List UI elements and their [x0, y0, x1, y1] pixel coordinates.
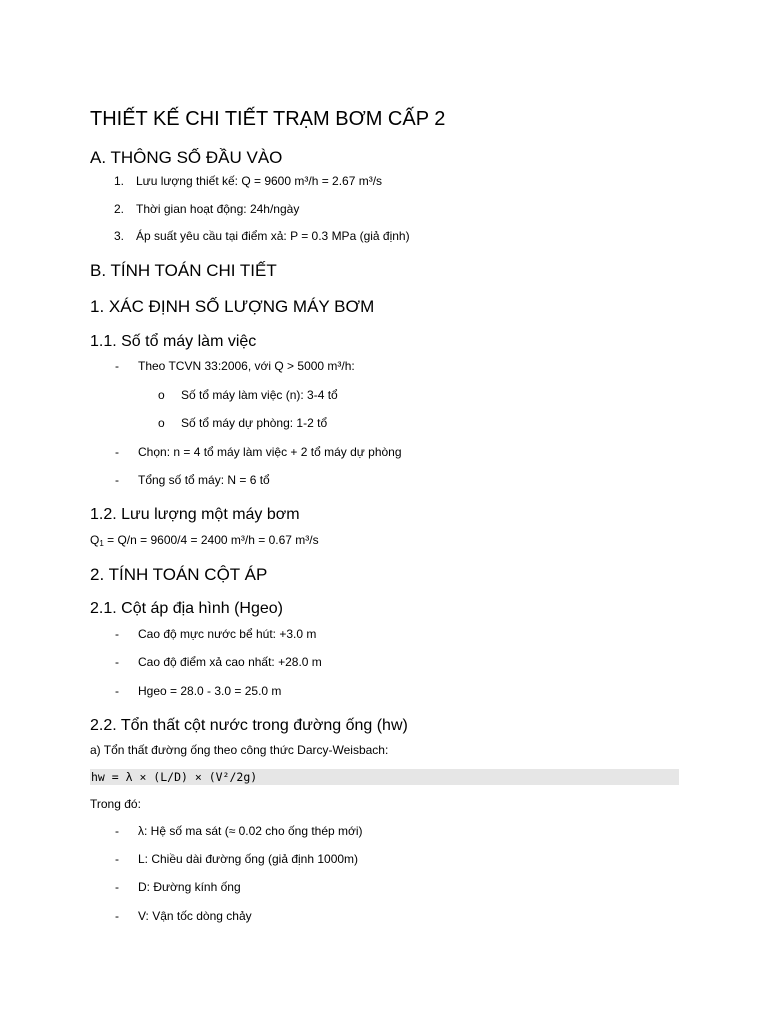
dash-bullet: -	[115, 655, 119, 669]
list-number: 1.	[114, 174, 125, 188]
subsection-1-2-heading: 1.2. Lưu lượng một máy bơm	[90, 506, 300, 523]
list-text: λ: Hệ số ma sát (≈ 0.02 cho ống thép mới)	[138, 824, 363, 838]
circle-bullet: o	[158, 388, 165, 402]
subsection-2-2-heading: 2.2. Tổn thất cột nước trong đường ống (hw)	[90, 717, 408, 734]
list-text: D: Đường kính ống	[138, 880, 241, 894]
section-a-heading: A. THÔNG SỐ ĐẦU VÀO	[90, 148, 283, 167]
code-block: hw = λ × (L/D) × (V²/2g)	[90, 769, 679, 785]
part1-heading: 1. XÁC ĐỊNH SỐ LƯỢNG MÁY BƠM	[90, 297, 375, 316]
list-text: Chọn: n = 4 tổ máy làm việc + 2 tổ máy dự phòng	[138, 445, 402, 459]
list-text: Thời gian hoạt động: 24h/ngày	[136, 202, 300, 216]
list-text: Tổng số tổ máy: N = 6 tổ	[138, 473, 270, 487]
list-item	[115, 359, 355, 373]
section-b-heading: B. TÍNH TOÁN CHI TIẾT	[90, 261, 277, 280]
list-item	[115, 909, 252, 923]
flow-formula	[90, 533, 319, 548]
document-title: THIẾT KẾ CHI TIẾT TRẠM BƠM CẤP 2	[90, 108, 446, 130]
dash-bullet: -	[115, 909, 119, 923]
part2-heading: 2. TÍNH TOÁN CỘT ÁP	[90, 565, 268, 584]
list-text: Cao độ điểm xả cao nhất: +28.0 m	[138, 655, 322, 669]
list-text: Lưu lượng thiết kế: Q = 9600 m³/h = 2.67 m³/s	[136, 174, 383, 188]
q-subscript: 1	[99, 539, 104, 548]
list-text: Cao độ mực nước bể hút: +3.0 m	[138, 627, 317, 641]
formula-intro: a) Tổn thất đường ống theo công thức Darcy-Weisbach:	[90, 743, 389, 757]
circle-bullet: o	[158, 416, 165, 430]
formula-text: = Q/n = 9600/4 = 2400 m³/h = 0.67 m³/s	[103, 533, 319, 547]
where-label: Trong đó:	[90, 797, 141, 811]
list-item	[115, 824, 363, 838]
subsection-1-1-heading: 1.1. Số tổ máy làm việc	[90, 333, 257, 350]
dash-bullet: -	[115, 684, 119, 698]
list-number: 3.	[114, 229, 125, 243]
list-item	[115, 445, 402, 459]
list-item	[114, 174, 382, 188]
list-text: V: Vận tốc dòng chảy	[138, 909, 252, 923]
dash-bullet: -	[115, 359, 119, 373]
list-text: Hgeo = 28.0 - 3.0 = 25.0 m	[138, 684, 282, 698]
list-item	[114, 202, 299, 216]
list-item	[115, 627, 316, 641]
list-item	[114, 229, 410, 243]
list-item	[115, 655, 322, 669]
list-item	[115, 880, 241, 894]
list-text: Áp suất yêu cầu tại điểm xả: P = 0.3 MPa (giả định)	[136, 229, 410, 243]
list-text: Số tổ máy làm việc (n): 3-4 tổ	[181, 388, 338, 402]
q-symbol: Q	[90, 533, 100, 547]
list-item	[158, 388, 338, 402]
list-text: Theo TCVN 33:2006, với Q > 5000 m³/h:	[138, 359, 355, 373]
dash-bullet: -	[115, 880, 119, 894]
list-text: L: Chiều dài đường ống (giả định 1000m)	[138, 852, 359, 866]
list-text: Số tổ máy dự phòng: 1-2 tổ	[181, 416, 328, 430]
subsection-2-1-heading: 2.1. Cột áp địa hình (Hgeo)	[90, 600, 284, 617]
dash-bullet: -	[115, 473, 119, 487]
list-number: 2.	[114, 202, 125, 216]
list-item	[158, 416, 327, 430]
dash-bullet: -	[115, 445, 119, 459]
dash-bullet: -	[115, 824, 119, 838]
list-item	[115, 852, 358, 866]
list-item	[115, 684, 281, 698]
dash-bullet: -	[115, 627, 119, 641]
list-item	[115, 473, 270, 487]
dash-bullet: -	[115, 852, 119, 866]
